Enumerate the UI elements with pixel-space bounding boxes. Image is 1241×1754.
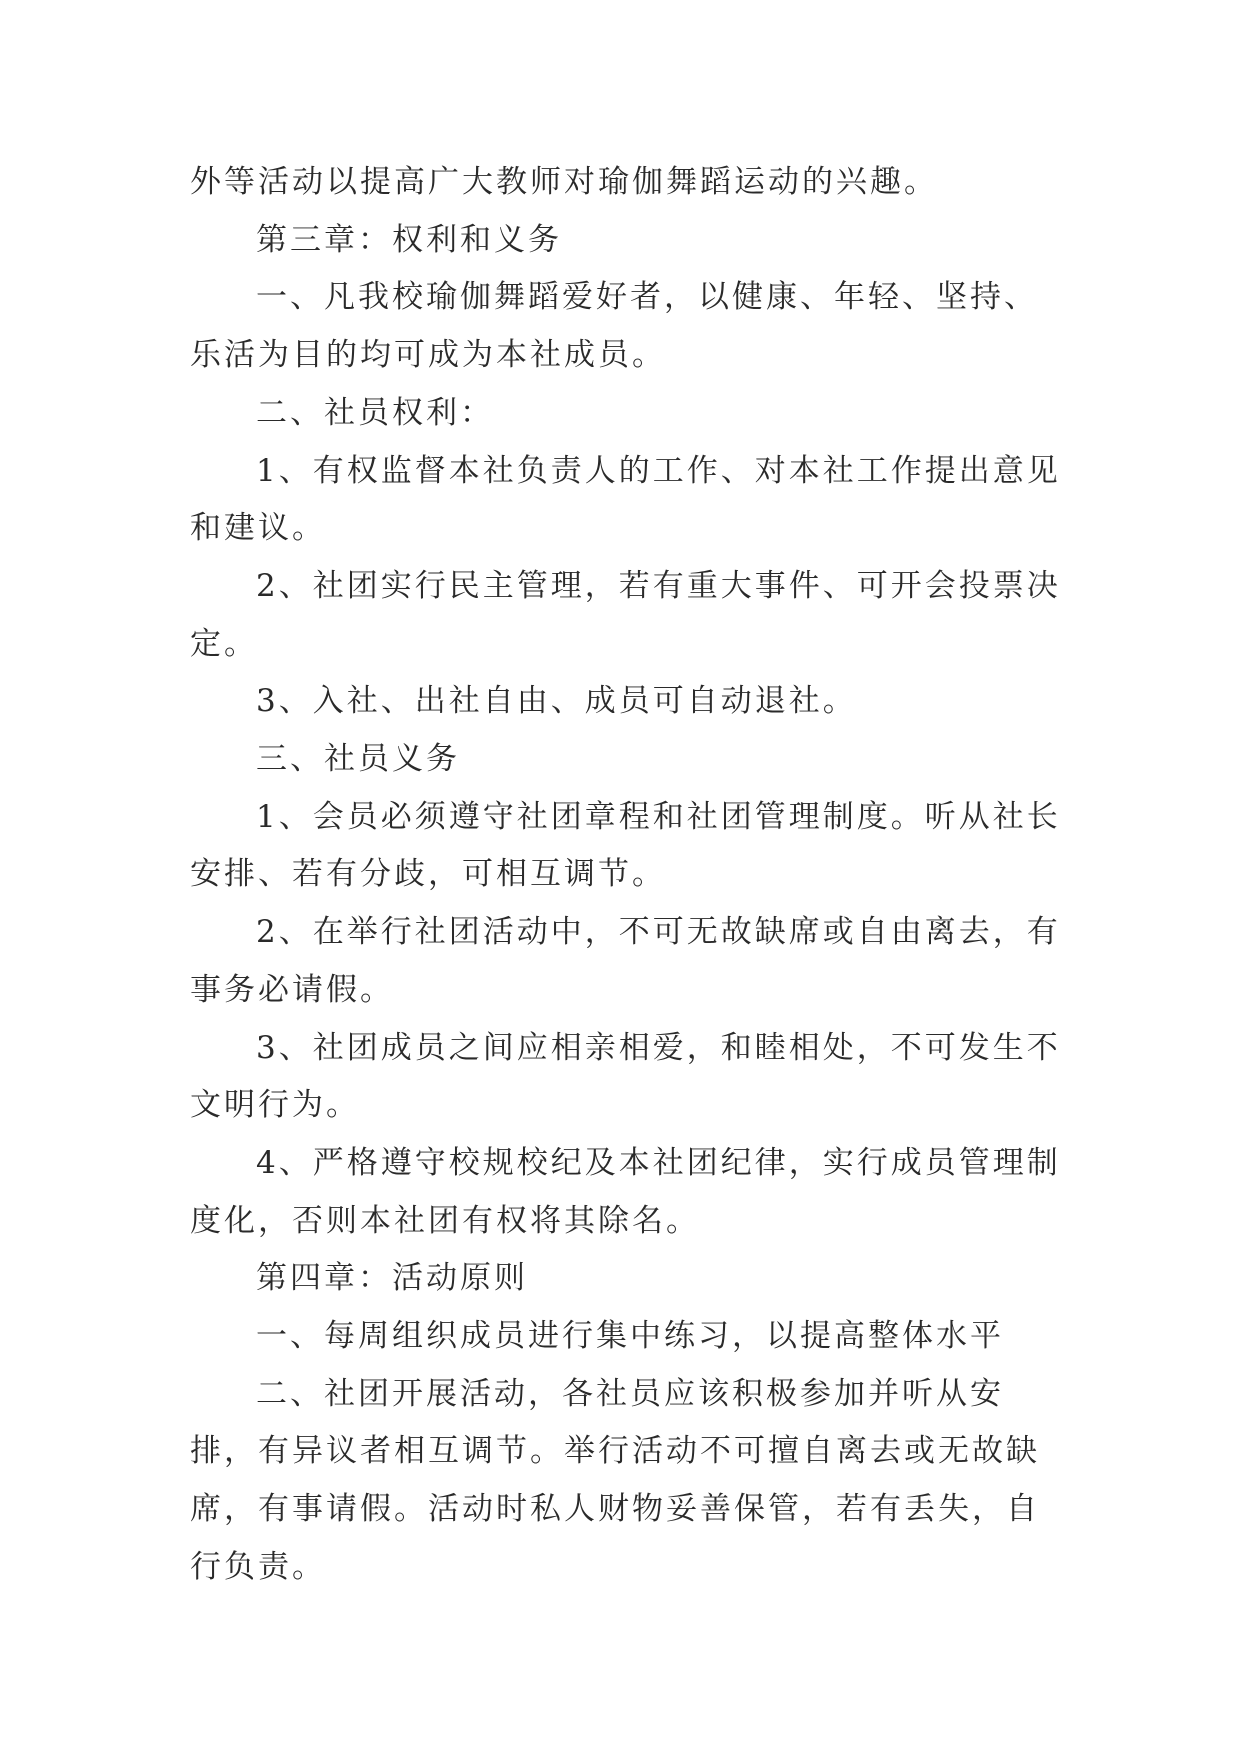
chapter-4-heading: 第四章：活动原则 [256, 1260, 528, 1297]
chapter-3-heading: 第三章：权利和义务 [256, 221, 562, 258]
rights-item-3: 3、入社、出社自由、成员可自动退社。 [256, 683, 857, 720]
rights-item-2: 2、社团实行民主管理，若有重大事件、可开会投票决定。 [190, 567, 1061, 662]
principle-item-2: 二、社团开展活动，各社员应该积极参加并听从安排，有异议者相互调节。举行活动不可擅自离去或无故缺席，有事请假。活动时私人财物妥善保管，若有丢失，自行负责。 [190, 1375, 1040, 1585]
principle-item-1: 一、每周组织成员进行集中练习，以提高整体水平 [256, 1318, 1004, 1355]
paragraph-membership: 一、凡我校瑜伽舞蹈爱好者，以健康、年轻、坚持、乐活为目的均可成为本社成员。 [190, 279, 1038, 374]
document-body [190, 154, 1070, 1597]
section-member-rights: 二、社员权利： [256, 394, 494, 431]
duties-item-3: 3、社团成员之间应相亲相爱，和睦相处，不可发生不文明行为。 [190, 1029, 1061, 1124]
rights-item-1: 1、有权监督本社负责人的工作、对本社工作提出意见和建议。 [190, 452, 1061, 547]
paragraph-continuation: 外等活动以提高广大教师对瑜伽舞蹈运动的兴趣。 [190, 164, 938, 200]
duties-item-4: 4、严格遵守校规校纪及本社团纪律，实行成员管理制度化，否则本社团有权将其除名。 [190, 1144, 1061, 1239]
duties-item-2: 2、在举行社团活动中，不可无故缺席或自由离去，有事务必请假。 [190, 914, 1061, 1008]
duties-item-1: 1、会员必须遵守社团章程和社团管理制度。听从社长安排、若有分歧，可相互调节。 [190, 798, 1061, 893]
section-member-duties: 三、社员义务 [256, 741, 460, 778]
